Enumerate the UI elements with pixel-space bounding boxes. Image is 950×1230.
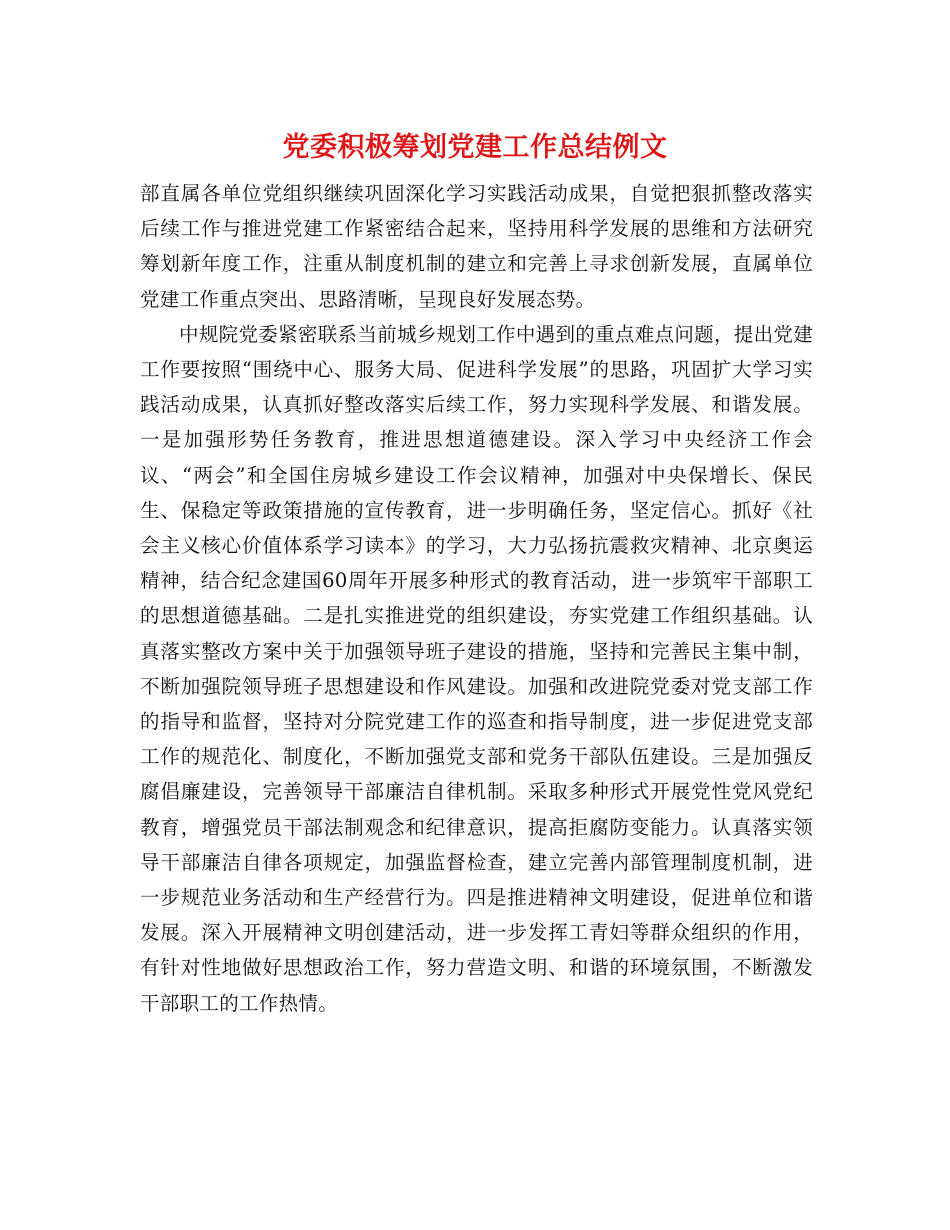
document-body — [140, 176, 813, 1021]
paragraph-main: 中规院党委紧密联系当前城乡规划工作中遇到的重点难点问题，提出党建工作要按照“围绕中心、服务大局、促进科学发展”的思路，巩固扩大学习实践活动成果，认真抓好整改落实后续工作，努力实现科学发展、和谐发展。一是加强形势任务教育，推进思想道德建设。深入学习中央经济工作会议、“两会”和全国住房城乡建设工作会议精神，加强对中央保增长、保民生、保稳定等政策措施的宣传教育，进一步明确任务，坚定信心。抓好《社会主义核心价值体系学习读本》的学习，大力弘扬抗震救灾精神、北京奥运精神，结合纪念建国60周年开展多种形式的教育活动，进一步筑牢干部职工的思想道德基础。二是扎实推进党的组织建设，夯实党建工作组织基础。认真落实整改方案中关于加强领导班子建设的措施，坚持和完善民主集中制，不断加强院领导班子思想建设和作风建设。加强和改进院党委对党支部工作的指导和监督，坚持对分院党建工作的巡查和指导制度，进一步促进党支部工作的规范化、制度化，不断加强党支部和党务干部队伍建设。三是加强反腐倡廉建设，完善领导干部廉洁自律机制。采取多种形式开展党性党风党纪教育，增强党员干部法制观念和纪律意识，提高拒腐防变能力。认真落实领导干部廉洁自律各项规定，加强监督检查，建立完善内部管理制度机制，进一步规范业务活动和生产经营行为。四是推进精神文明建设，促进单位和谐发展。深入开展精神文明创建活动，进一步发挥工青妇等群众组织的作用，有针对性地做好思想政治工作，努力营造文明、和谐的环境氛围，不断激发干部职工的工作热情。 — [140, 322, 813, 1015]
paragraph-intro: 部直属各单位党组织继续巩固深化学习实践活动成果，自觉把狠抓整改落实后续工作与推进党建工作紧密结合起来，坚持用科学发展的思维和方法研究筹划新年度工作，注重从制度机制的建立和完善上寻求创新发展，直属单位党建工作重点突出、思路清晰，呈现良好发展态势。 — [140, 182, 813, 311]
document-title: 党委积极筹划党建工作总结例文 — [282, 132, 668, 163]
